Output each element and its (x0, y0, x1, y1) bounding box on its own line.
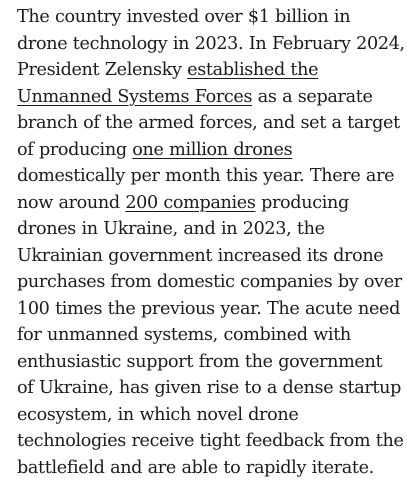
text-span: President Zelensky (17, 60, 188, 80)
text-line (17, 137, 405, 164)
link-one-million-drones[interactable]: one million drones (132, 139, 293, 160)
text-line: for unmanned systems, combined with (17, 325, 351, 345)
text-span: producing (255, 192, 349, 213)
link-unmanned-systems-forces-cont[interactable]: Unmanned Systems Forces (17, 86, 253, 107)
text-line: The country invested over $1 billion in (17, 7, 351, 27)
text-line: 100 times the previous year. The acute need (17, 298, 400, 319)
link-200-companies[interactable]: 200 companies (125, 192, 256, 213)
link-unmanned-systems-forces[interactable]: established the (187, 60, 319, 80)
text-line (17, 190, 405, 217)
article-paragraph (17, 4, 405, 481)
text-span: as a separate (252, 86, 373, 107)
text-line: domestically per month this year. There are (17, 166, 395, 186)
text-line: purchases from domestic companies by over (17, 272, 402, 292)
text-line: technologies receive tight feedback from the (17, 431, 404, 451)
text-span: now around (17, 192, 126, 213)
text-line (17, 84, 405, 111)
text-line: drone technology in 2023. In February 2024, (17, 33, 405, 54)
text-line: of Ukraine, has given rise to a dense startup (17, 378, 402, 398)
text-line: drones in Ukraine, and in 2023, the (17, 219, 325, 239)
text-line: enthusiastic support from the government (17, 351, 383, 372)
text-line: battlefield and are able to rapidly iterate. (17, 457, 374, 478)
text-line: Ukrainian government increased its drone (17, 245, 384, 266)
text-span: of producing (17, 139, 133, 160)
text-line: ecosystem, in which novel drone (17, 404, 299, 425)
text-line: branch of the armed forces, and set a target (17, 113, 400, 133)
text-line (17, 57, 405, 84)
